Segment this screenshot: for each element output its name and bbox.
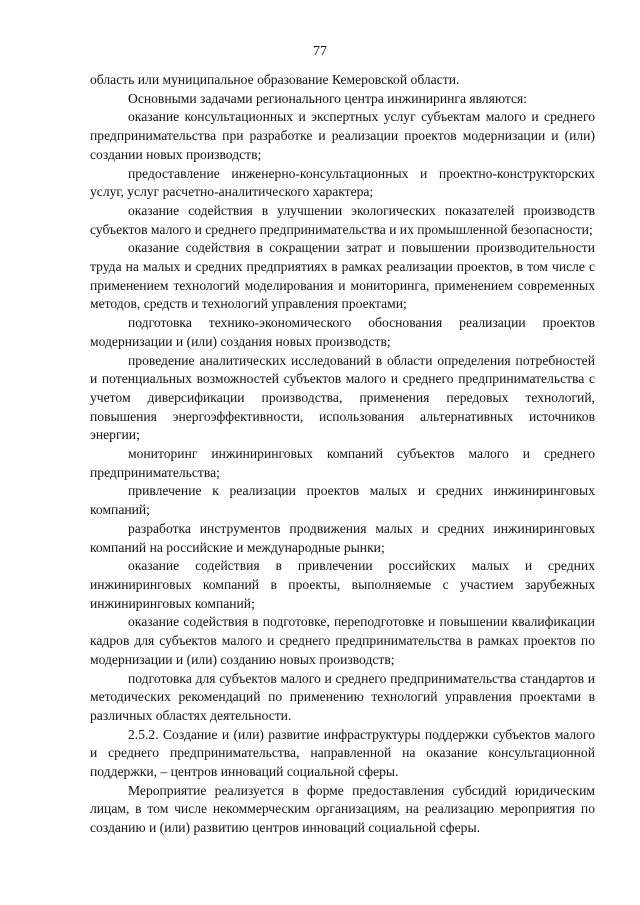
list-item-engineering-services: предоставление инженерно-консультационных и проектно-конструкторских услуг, услуг расчетно-аналитического характера;: [90, 165, 595, 200]
paragraph-subsidies: Мероприятие реализуется в форме предоставления субсидий юридическим лицам, в том числе некоммерческим организациям, на реализацию мероприятия по созданию и (или) развитию центров инноваций социальной сферы.: [90, 782, 595, 836]
list-item-engagement: привлечение к реализации проектов малых и средних инжиниринговых компаний;: [90, 483, 595, 518]
list-item-standards: подготовка для субъектов малого и среднего предпринимательства стандартов и методических рекомендаций по применению технологий управления проектами в различных областях деятельности.: [90, 670, 595, 723]
paragraph-continuation: область или муниципальное образование Кемеровской области.: [90, 72, 460, 87]
list-item-feasibility-study: подготовка технико-экономического обоснования реализации проектов модернизации и (или) создания новых производств;: [90, 315, 595, 349]
list-item-staff-training: оказание содействия в подготовке, переподготовке и повышении квалификации кадров для субъектов малого и среднего предпринимательства в рамках проектов по модернизации и (или) созданию новых производств;: [90, 614, 595, 667]
list-item-analytical-research: проведение аналитических исследований в области определения потребностей и потенциальных возможностей субъектов малого и среднего предпринимательства с учетом диверсификации производства, применения передовых технологий, повышения энергоэффективности, использования альтернативных источников энергии;: [90, 352, 595, 443]
list-item-promotion-tools: разработка инструментов продвижения малых и средних инжиниринговых компаний на российские и международные рынки;: [90, 520, 595, 555]
document-body: [90, 71, 595, 838]
page-number: 77: [313, 44, 327, 59]
section-2-5-2: 2.5.2. Создание и (или) развитие инфраструктуры поддержки субъектов малого и среднего предпринимательства, направленной на оказание консультационной поддержки, – центров инноваций социальной сферы.: [90, 726, 595, 780]
list-item-monitoring: мониторинг инжиниринговых компаний субъектов малого и среднего предпринимательства;: [90, 446, 595, 480]
list-item-cost-reduction: оказание содействия в сокращении затрат и повышении производительности труда на малых и средних предприятиях в рамках реализации проектов, в том числе с применением технологий моделирования и мониторинга, применением современных методов, средств и технологий управления проектами;: [90, 240, 595, 312]
list-item-consulting-services: оказание консультационных и экспертных услуг субъектам малого и среднего предпринимательства при разработке и реализации проектов модернизации и (или) создании новых производств;: [90, 109, 595, 162]
paragraph-tasks-intro: Основными задачами регионального центра инжиниринга являются:: [128, 90, 528, 106]
list-item-ecology-improvement: оказание содействия в улучшении экологических показателей производств субъектов малого и среднего предпринимательства и их промышленной безопасности;: [90, 202, 595, 237]
list-item-foreign-projects: оказание содействия в привлечении российских малых и средних инжиниринговых компаний в проекты, выполняемые с участием зарубежных инжиниринговых компаний;: [90, 558, 595, 611]
